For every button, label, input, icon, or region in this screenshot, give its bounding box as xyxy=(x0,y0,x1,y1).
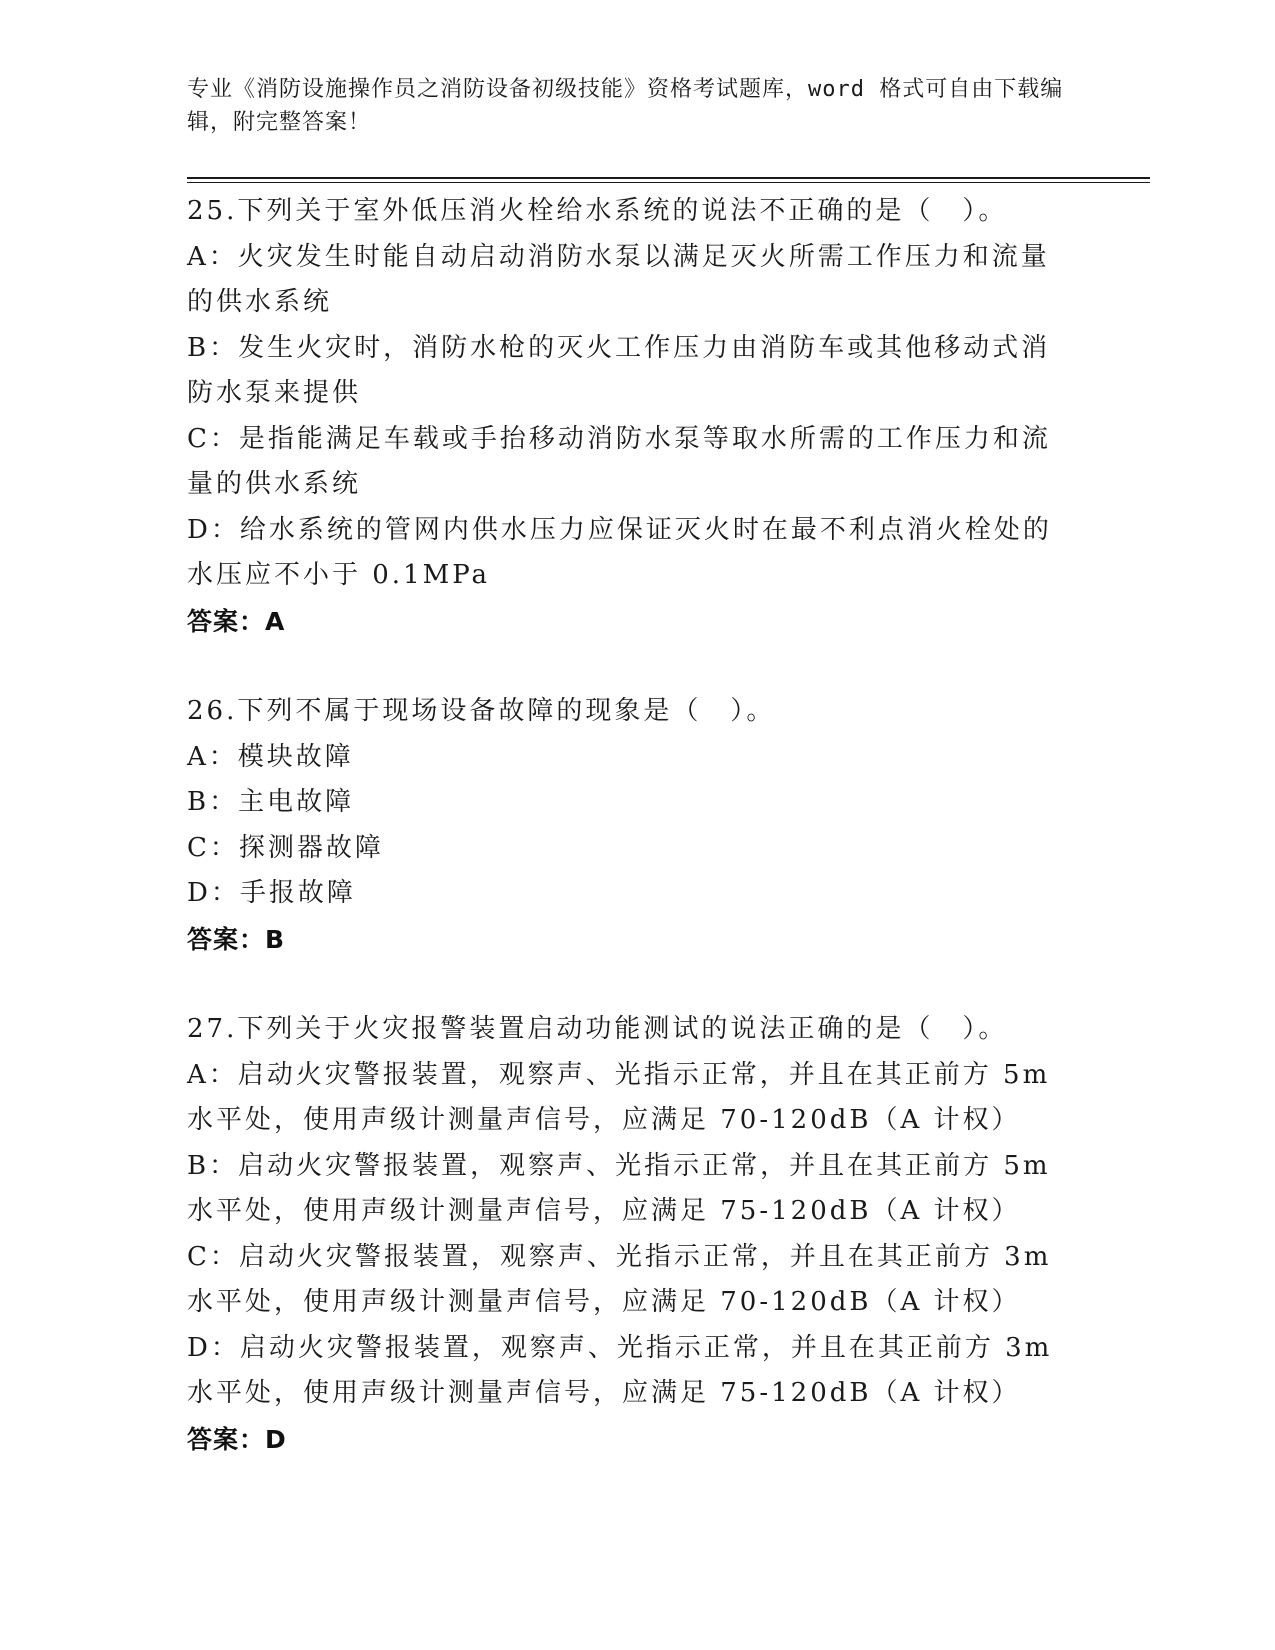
option-b: B：发生火灾时，消防水枪的灭火工作压力由消防车或其他移动式消防水泵来提供 xyxy=(187,332,1051,408)
document-header: 专业《消防设施操作员之消防设备初级技能》资格考试题库，word 格式可自由下载编辑，附完整答案！ xyxy=(187,77,1064,135)
question-spacer xyxy=(187,962,1067,1007)
option-d: D：手报故障 xyxy=(187,878,356,908)
question-stem: 27.下列关于火灾报警装置启动功能测试的说法正确的是（ ）。 xyxy=(187,1014,1008,1044)
option-c: C：探测器故障 xyxy=(187,832,384,863)
option-b: B：启动火灾警报装置，观察声、光指示正常，并且在其正前方 5m 水平处，使用声级计测量声信号，应满足 75-120dB（A 计权） xyxy=(187,1150,1051,1226)
question-stem: 26.下列不属于现场设备故障的现象是（ ）。 xyxy=(187,696,776,726)
question-25 xyxy=(187,189,1067,644)
header-rule-thin xyxy=(187,182,1150,183)
option-d: D：启动火灾警报装置，观察声、光指示正常，并且在其正前方 3m 水平处，使用声级计测量声信号，应满足 75-120dB（A 计权） xyxy=(187,1332,1053,1408)
option-a: A：火灾发生时能自动启动消防水泵以满足灭火所需工作压力和流量的供水系统 xyxy=(187,241,1050,317)
header-rule-thick xyxy=(187,177,1150,179)
option-c: C：是指能满足车载或手抬移动消防水泵等取水所需的工作压力和流量的供水系统 xyxy=(187,423,1051,499)
answer-label: 答案：A xyxy=(187,606,286,636)
answer-label: 答案：B xyxy=(187,924,286,954)
question-27 xyxy=(187,1007,1067,1462)
option-d: D：给水系统的管网内供水压力应保证灭火时在最不利点消火栓处的水压应不小于 0.1MPa xyxy=(187,514,1052,590)
question-26 xyxy=(187,689,1067,962)
questions-container xyxy=(187,189,1067,1462)
answer-label: 答案：D xyxy=(187,1424,287,1454)
question-stem: 25.下列关于室外低压消火栓给水系统的说法不正确的是（ ）。 xyxy=(187,196,1008,226)
option-c: C：启动火灾警报装置，观察声、光指示正常，并且在其正前方 3m 水平处，使用声级计测量声信号，应满足 70-120dB（A 计权） xyxy=(187,1241,1052,1317)
option-b: B：主电故障 xyxy=(187,787,355,817)
question-spacer xyxy=(187,644,1067,689)
option-a: A：模块故障 xyxy=(187,741,354,772)
option-a: A：启动火灾警报装置，观察声、光指示正常，并且在其正前方 5m 水平处，使用声级计测量声信号，应满足 70-120dB（A 计权） xyxy=(187,1059,1051,1135)
